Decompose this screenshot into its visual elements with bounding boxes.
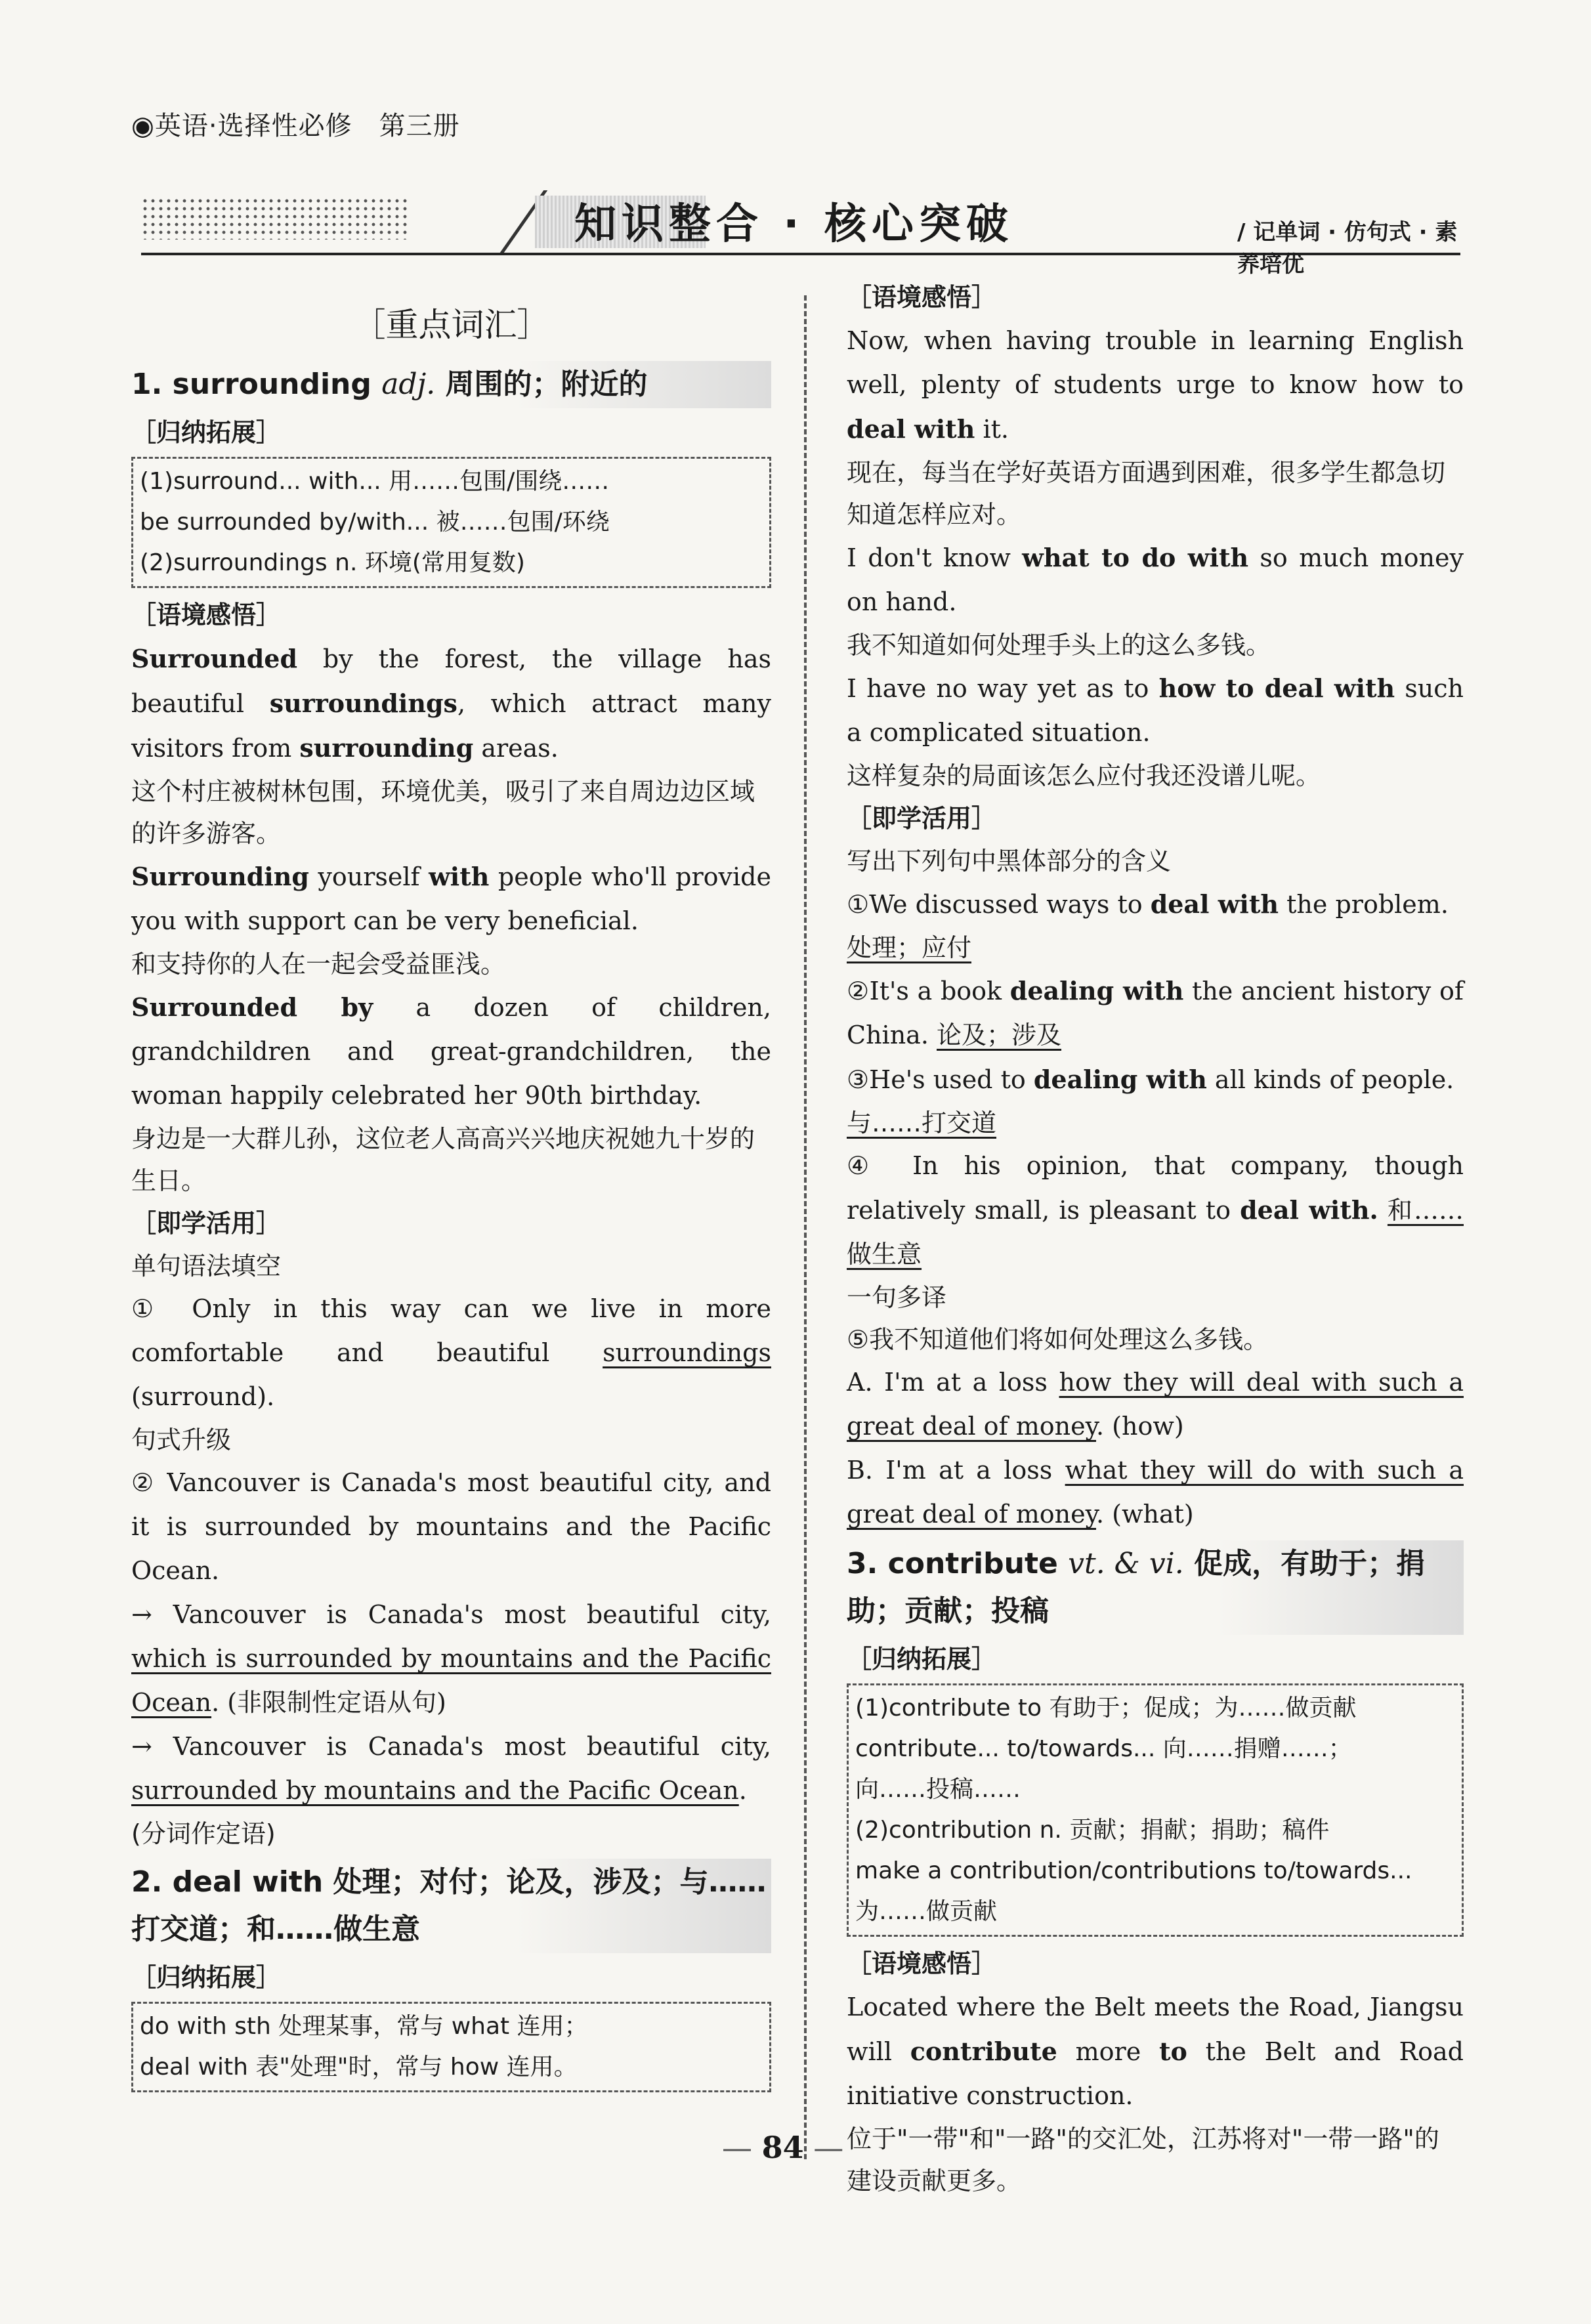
- box-line: contribute... to/towards... 向……捐赠……；: [855, 1735, 1352, 1762]
- practice-question: ② Vancouver is Canada's most beautiful city, and it is surrounded by mountains and the Pacific Ocean.: [131, 1468, 771, 1585]
- practice-label: 一句多译: [847, 1283, 947, 1312]
- box-line: 为……做贡献: [855, 1898, 998, 1925]
- example-translation: 现在，每当在学好英语方面遇到困难，很多学生都急切知道怎样应对。: [847, 458, 1446, 529]
- answer: surrounded by mountains and the Pacific Ocean: [131, 1776, 739, 1805]
- word-meaning: 周围的；附近的: [445, 368, 648, 401]
- example-sentence: Surrounded by a dozen of children, grandchildren and great-grandchildren, the woman happily celebrated her 90th birthday.: [131, 992, 771, 1110]
- practice-label: 句式升级: [131, 1426, 232, 1454]
- tag-expand: ［归纳拓展］: [847, 1645, 997, 1674]
- practice-answer: [847, 1102, 1464, 1144]
- practice-answer: [847, 927, 1464, 969]
- practice-answer: B. I'm at a loss what they will do with such a great deal of money. (what): [847, 1456, 1464, 1529]
- expand-box: [131, 457, 771, 588]
- expand-box: [847, 1683, 1464, 1937]
- answer: 与……打交道: [847, 1109, 997, 1137]
- example-translation: 位于"一带"和"一路"的交汇处，江苏将对"一带一路"的建设贡献更多。: [847, 2124, 1439, 2195]
- box-line: be surrounded by/with... 被……包围/环绕: [140, 509, 610, 536]
- practice-answer: A. I'm at a loss how they will deal with such a great deal of money. (how): [847, 1368, 1464, 1441]
- example-sentence: Surrounded by the forest, the village has beautiful surroundings, which attract many visitors from surrounding areas.: [131, 644, 771, 763]
- answer: 论及；涉及: [937, 1021, 1062, 1049]
- answer: 和……做生意: [847, 1196, 1464, 1269]
- example-sentence: I have no way yet as to how to deal with such a complicated situation.: [847, 673, 1464, 747]
- example-sentence: Located where the Belt meets the Road, Jiangsu will contribute more to the Belt and Road initiative construction.: [847, 1993, 1464, 2110]
- tag-practice: ［即学活用］: [131, 1209, 282, 1238]
- tag-expand: ［归纳拓展］: [131, 1963, 282, 1992]
- example-sentence: Now, when having trouble in learning English well, plenty of students urge to know how to deal with it.: [847, 326, 1464, 444]
- tag-context: ［语境感悟］: [131, 601, 282, 629]
- right-column: [847, 276, 1464, 2202]
- practice-answer: → Vancouver is Canada's most beautiful city, which is surrounded by mountains and the Pacific Ocean. (非限制性定语从句): [131, 1600, 771, 1717]
- practice-question: ①We discussed ways to deal with the problem.: [847, 889, 1449, 919]
- practice-answer: → Vancouver is Canada's most beautiful city, surrounded by mountains and the Pacific Ocean.: [131, 1732, 771, 1805]
- box-line: (1)surround... with... 用……包围/围绕……: [140, 468, 610, 495]
- box-line: (1)contribute to 有助于；促成；为……做贡献: [855, 1695, 1357, 1722]
- box-line: do with sth 处理某事，常与 what 连用；: [140, 2013, 588, 2040]
- answer: what they will do with such a great deal of money: [847, 1456, 1464, 1529]
- tag-context: ［语境感悟］: [847, 283, 997, 312]
- example-translation: 和支持你的人在一起会受益匪浅。: [131, 950, 506, 979]
- tag-practice: ［即学活用］: [847, 804, 997, 833]
- left-column: [131, 276, 771, 2098]
- word-pos: adj.: [381, 368, 436, 401]
- vocab-section-title: ［重点词汇］: [352, 306, 550, 344]
- box-line: (2)contribution n. 贡献；捐献；捐助；稿件: [855, 1817, 1330, 1844]
- section-title: 知识整合 · 核心突破: [574, 200, 1013, 249]
- answer: how they will deal with such a great deal of money: [847, 1368, 1464, 1441]
- column-divider: [804, 295, 807, 2159]
- practice-question: ②It's a book dealing with the ancient history of China. 论及；涉及: [847, 976, 1464, 1049]
- example-translation: 身边是一大群儿孙，这位老人高高兴兴地庆祝她九十岁的生日。: [131, 1124, 755, 1195]
- box-line: (2)surroundings n. 环境(常用复数): [140, 549, 525, 576]
- word-heading-surrounding: [131, 361, 771, 408]
- book-title: ◉英语·选择性必修 第三册: [131, 111, 460, 141]
- word-heading-contribute: 3. contribute vt. & vi. 促成，有助于；捐助；贡献；投稿: [847, 1540, 1464, 1635]
- practice-question: ③He's used to dealing with all kinds of people.: [847, 1065, 1454, 1094]
- word-heading-deal-with: 2. deal with 处理；对付；论及，涉及；与……打交道；和……做生意: [131, 1859, 771, 1953]
- section-header-band: [141, 190, 1460, 278]
- example-translation: 我不知道如何处理手头上的这么多钱。: [847, 631, 1271, 660]
- practice-question: ① Only in this way can we live in more comfortable and beautiful surroundings (surround).: [131, 1294, 771, 1411]
- word-number: 1.: [131, 368, 163, 401]
- box-line: deal with 表"处理"时，常与 how 连用。: [140, 2054, 578, 2081]
- box-line: make a contribution/contributions to/towards...: [855, 1857, 1412, 1884]
- box-line: 向……投稿……: [855, 1776, 1021, 1803]
- practice-label: 单句语法填空: [131, 1252, 282, 1280]
- section-subtitle: / 记单词 · 仿句式 · 素养培优: [1237, 219, 1458, 278]
- practice-question: ④ In his opinion, that company, though relatively small, is pleasant to deal with. 和……做生意: [847, 1151, 1464, 1269]
- tag-context: ［语境感悟］: [847, 1949, 997, 1978]
- practice-label: 写出下列句中黑体部分的含义: [847, 847, 1172, 876]
- answer: surroundings: [603, 1338, 771, 1367]
- word-term: surrounding: [172, 368, 371, 401]
- answer: 处理；应付: [847, 933, 972, 962]
- practice-question: ⑤我不知道他们将如何处理这么多钱。: [847, 1325, 1269, 1354]
- example-translation: 这样复杂的局面该怎么应付我还没谱儿呢。: [847, 761, 1321, 790]
- answer: which is surrounded by mountains and the Pacific Ocean: [131, 1644, 771, 1717]
- example-translation: 这个村庄被树林包围，环境优美，吸引了来自周边边区域的许多游客。: [131, 777, 755, 848]
- expand-box: [131, 2002, 771, 2092]
- example-sentence: I don't know what to do with so much money on hand.: [847, 543, 1464, 616]
- page-number: — 84 —: [722, 2130, 843, 2165]
- example-sentence: Surrounding yourself with people who'll provide you with support can be very beneficial.: [131, 862, 771, 935]
- tag-expand: ［归纳拓展］: [131, 418, 282, 447]
- practice-note: (分词作定语): [131, 1819, 276, 1848]
- dot-pattern-decoration: [141, 197, 410, 240]
